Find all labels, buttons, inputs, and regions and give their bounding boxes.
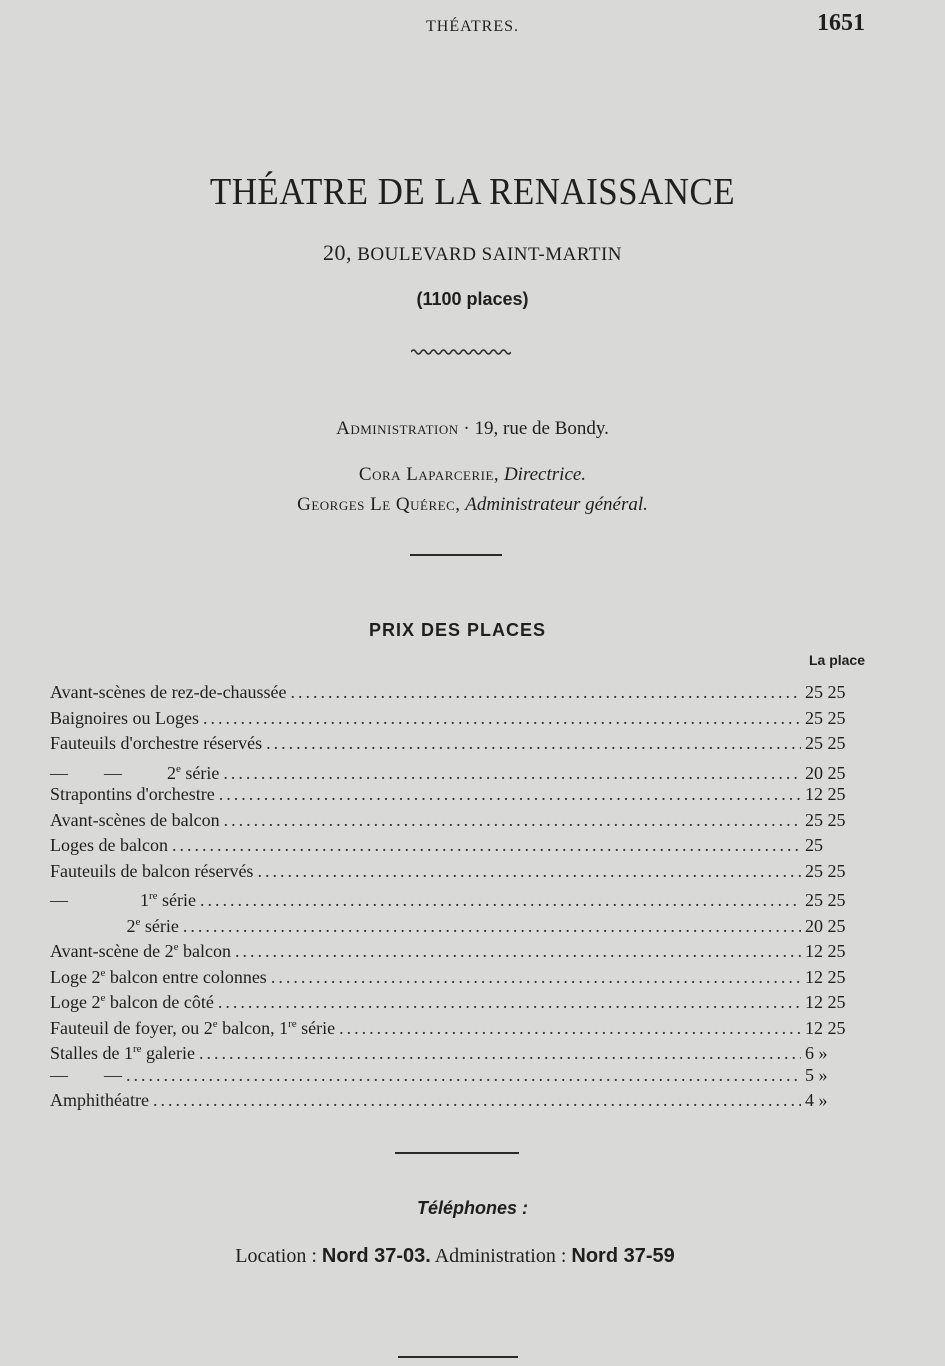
- price-row-label: Loge 2e balcon entre colonnes: [50, 966, 267, 987]
- leader-dots: [266, 731, 801, 757]
- price-row: [50, 884, 865, 910]
- leader-dots: [291, 680, 801, 706]
- theatre-address: [0, 240, 945, 266]
- price-row: [50, 808, 865, 834]
- wavy-divider: [411, 346, 511, 358]
- price-row: [50, 986, 865, 1012]
- admin-general-line: [0, 494, 945, 516]
- price-row-label: Loges de balcon: [50, 835, 168, 855]
- administration-line: Administration · 19, rue de Bondy.: [336, 418, 609, 439]
- leader-dots: [126, 1063, 801, 1089]
- telephones-line: [0, 1245, 910, 1268]
- price-row-label: — — 2e série: [50, 762, 220, 783]
- price-row-value: 25 25: [805, 733, 846, 753]
- theatre-name: THÉATRE DE LA RENAISSANCE: [209, 171, 736, 213]
- price-row-value: 6 »: [805, 1043, 828, 1063]
- prices-heading: PRIX DES PLACES: [368, 620, 547, 640]
- price-row-label: Loge 2e balcon de côté: [50, 992, 214, 1012]
- price-row-label: — —: [50, 1064, 122, 1085]
- leader-dots: [153, 1088, 801, 1114]
- price-row-value: 20 25: [805, 762, 846, 783]
- price-row-label: 2e série: [50, 915, 179, 936]
- price-row-value: 12 25: [805, 992, 846, 1012]
- location-label: Location :: [235, 1245, 317, 1267]
- director-title: Directrice.: [503, 464, 587, 485]
- administration-label: Administration: [336, 418, 459, 439]
- price-row: [50, 1063, 865, 1089]
- leader-dots: [224, 808, 801, 834]
- location-number: Nord 37-03.: [321, 1245, 431, 1267]
- director-line: [0, 464, 945, 486]
- price-row-label: Avant-scènes de rez-de-chaussée: [50, 682, 287, 702]
- price-row-value: 12 25: [805, 1017, 846, 1038]
- administration-address: 19, rue de Bondy.: [474, 418, 609, 439]
- price-row-value: 25 25: [805, 860, 846, 881]
- price-row-value: 25 25: [805, 809, 846, 830]
- price-row: [50, 731, 865, 757]
- price-row-label: Avant-scènes de balcon: [50, 809, 220, 830]
- price-row-label: Fauteuils de balcon réservés: [50, 860, 254, 881]
- price-row-value: 12 25: [805, 966, 846, 987]
- price-row-label: Fauteuils d'orchestre réservés: [50, 733, 263, 753]
- divider-rule: [398, 1356, 518, 1358]
- price-row-label: Amphithéatre: [50, 1090, 149, 1110]
- price-row-value: 12 25: [805, 784, 846, 804]
- price-row-label: Avant-scène de 2e balcon: [50, 941, 231, 961]
- price-row-value: 12 25: [805, 941, 846, 961]
- admin-general-title: Administrateur général.: [465, 494, 648, 515]
- price-column-header: La place: [808, 652, 865, 668]
- price-row: [50, 1012, 865, 1038]
- price-list: [50, 680, 865, 1114]
- price-row: [50, 706, 865, 732]
- price-row-value: 25 25: [805, 682, 846, 702]
- price-row: [50, 1088, 865, 1114]
- leader-dots: [172, 833, 801, 859]
- address-number: 20,: [322, 240, 352, 265]
- price-row-value: 5 »: [805, 1064, 828, 1085]
- price-row-value: 25 25: [805, 707, 846, 728]
- price-row: [50, 1037, 865, 1063]
- price-row: [50, 833, 865, 859]
- price-row-label: Baignoires ou Loges: [50, 707, 199, 728]
- price-row: [50, 757, 865, 783]
- price-row-value: 4 »: [805, 1090, 828, 1110]
- price-row: [50, 782, 865, 808]
- price-row: [50, 910, 865, 936]
- director-name: Cora Laparcerie,: [358, 464, 500, 485]
- price-row: [50, 935, 865, 961]
- price-row-label: — 1re série: [50, 890, 197, 910]
- price-row-value: 25: [805, 835, 823, 855]
- price-row-label: Strapontins d'orchestre: [50, 784, 215, 804]
- admin-general-name: Georges Le Quérec,: [297, 494, 461, 515]
- admin-phone-label: Administration :: [434, 1245, 567, 1267]
- leader-dots: [203, 706, 801, 732]
- telephones-title: Téléphones :: [416, 1198, 528, 1218]
- leader-dots: [219, 782, 801, 808]
- price-row-value: 20 25: [805, 915, 846, 936]
- theatre-capacity: (1100 places): [416, 289, 529, 309]
- price-row-label: Stalles de 1re galerie: [50, 1043, 196, 1063]
- price-row: [50, 961, 865, 987]
- page-number: 1651: [817, 10, 865, 36]
- address-street: BOULEVARD SAINT-MARTIN: [357, 244, 623, 265]
- price-row-label: Fauteuil de foyer, ou 2e balcon, 1re série: [50, 1017, 336, 1038]
- admin-phone-number: Nord 37-59: [571, 1245, 675, 1267]
- price-row-value: 25 25: [805, 890, 846, 910]
- divider-rule: [395, 1152, 519, 1154]
- divider-rule: [410, 554, 502, 556]
- price-row: [50, 859, 865, 885]
- section-header: THÉATRES.: [426, 18, 519, 35]
- leader-dots: [257, 859, 801, 885]
- price-row: [50, 680, 865, 706]
